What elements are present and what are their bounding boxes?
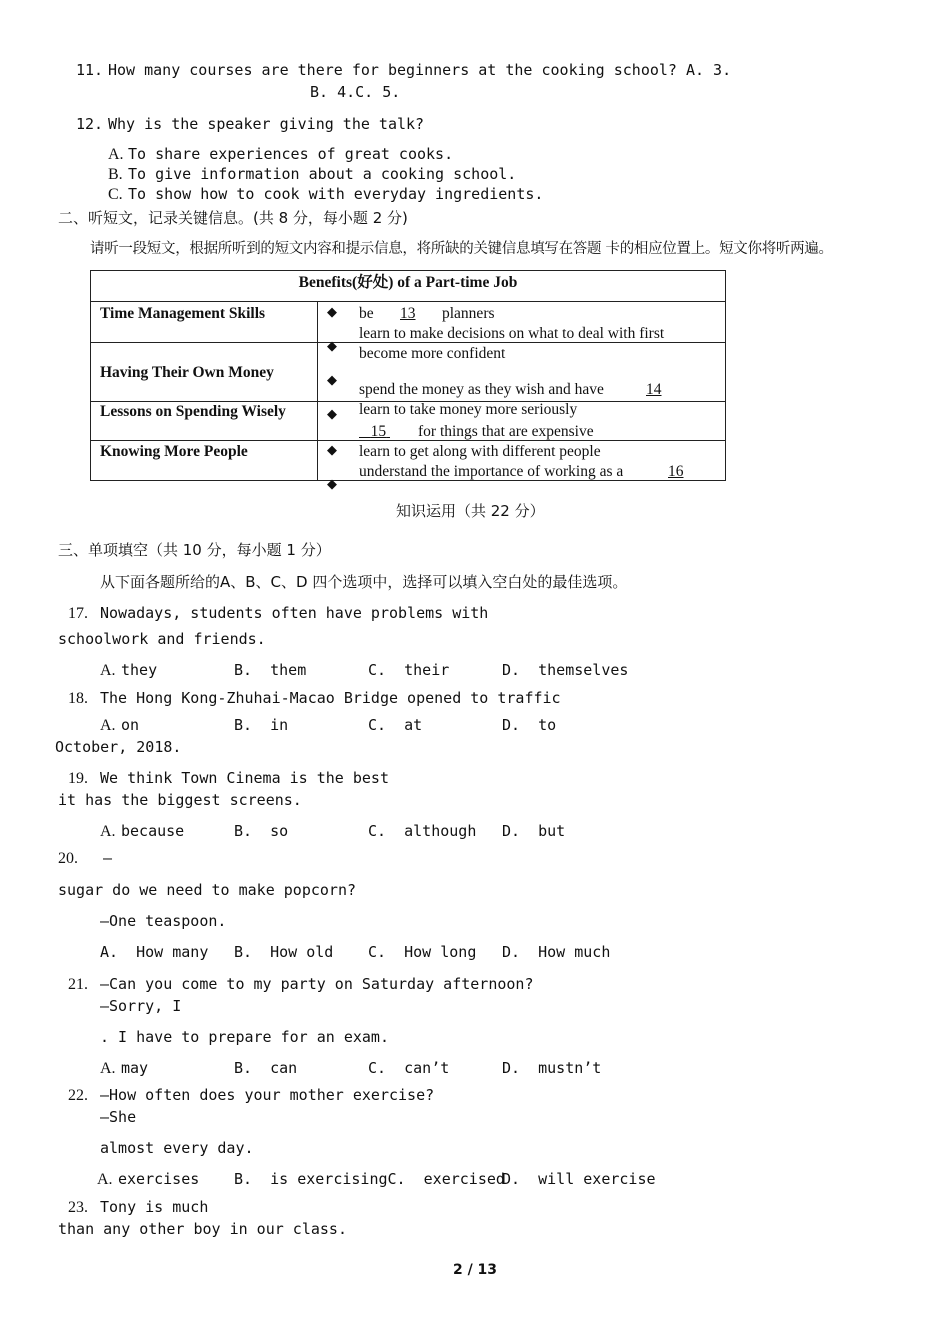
q21-option-b: B. can [234,1059,298,1077]
q18-option-b: B. in [234,716,289,734]
bullet-diamond-icon: ◆ [327,477,337,492]
q18-option-a-letter: A. [100,717,116,734]
row1-item1-before: be [359,305,374,322]
q18-option-c: C. at [368,716,423,734]
blank-14[interactable]: 14 [646,381,662,398]
q19-stem-cont: it has the biggest screens. [58,791,302,809]
section3-heading: 三、单项填空（共 10 分，每小题 1 分） [58,541,331,559]
q20-stem: sugar do we need to make popcorn? [58,881,357,899]
row1-item2: learn to make decisions on what to deal with first [359,325,665,342]
q22-number: 22. [68,1087,88,1104]
q18-option-a: on [121,716,140,734]
q20-dash: — [103,849,113,867]
q18-number: 18. [68,690,88,707]
q21-option-d: D. mustn’t [502,1059,602,1077]
bullet-diamond-icon: ◆ [327,339,337,354]
q20-number: 20. [58,850,78,867]
q19-number: 19. [68,770,88,787]
blank-15[interactable] [359,423,390,442]
q21-reply-cont: . I have to prepare for an exam. [100,1028,389,1046]
q21-stem: —Can you come to my party on Saturday afternoon? [100,975,534,993]
row-label-spending-wisely: Lessons on Spending Wisely [100,403,286,420]
row-label-own-money: Having Their Own Money [100,364,274,381]
row2-item2-before: spend the money as they wish and have [359,381,604,398]
bullet-diamond-icon: ◆ [327,443,337,458]
q20-option-d: D. How much [502,943,611,961]
q23-stem-cont: than any other boy in our class. [58,1220,347,1238]
q22-option-a: exercises [118,1170,200,1188]
q19-option-b: B. so [234,822,289,840]
row-label-knowing-people: Knowing More People [100,443,248,460]
blank-13[interactable]: 13 [400,305,416,322]
q21-option-c: C. can’t [368,1059,450,1077]
q12-option-a-text: To share experiences of great cooks. [128,145,454,163]
q21-option-a: may [121,1059,149,1077]
row4-item2-before: understand the importance of working as a [359,463,624,480]
q12-option-a-letter: A. [108,146,124,163]
q18-stem: The Hong Kong-Zhuhai-Macao Bridge opened to traffic [100,689,561,707]
q20-answer: —One teaspoon. [100,912,227,930]
page-number: 2 / 13 [452,1262,498,1278]
q19-option-c: C. although [368,822,477,840]
row4-item1: learn to get along with different people [359,443,601,460]
q11-options-b-c: B. 4.C. 5. [310,83,401,101]
q11-stem: How many courses are there for beginners at the cooking school? A. 3. [108,61,732,79]
row3-item2-after: for things that are expensive [418,423,594,440]
q18-option-d: D. to [502,716,557,734]
q17-option-d: D. themselves [502,661,629,679]
blank-15-number: 15 [370,423,387,440]
q12-option-c-text: To show how to cook with everyday ingredients. [128,185,544,203]
q22-option-d: D. will exercise [502,1170,656,1188]
bullet-diamond-icon: ◆ [327,407,337,422]
q22-option-a-letter: A. [97,1171,113,1188]
q12-option-b-letter: B. [108,166,123,183]
q17-option-c: C. their [368,661,450,679]
q12-option-c-letter: C. [108,186,123,203]
q22-stem: —How often does your mother exercise? [100,1086,435,1104]
section3-instruction: 从下面各题所给的A、B、C、D 四个选项中，选择可以填入空白处的最佳选项。 [100,573,628,591]
q17-option-a-letter: A. [100,662,116,679]
q21-reply: —Sorry, I [100,997,182,1015]
q23-stem: Tony is much [100,1198,209,1216]
q19-option-a: because [121,822,185,840]
q17-option-b: B. them [234,661,307,679]
bullet-diamond-icon: ◆ [327,373,337,388]
q12-stem: Why is the speaker giving the talk? [108,115,425,133]
q17-option-a: they [121,661,158,679]
section2-heading: 二、听短文，记录关键信息。(共 8 分，每小题 2 分) [58,209,408,227]
table-title: Benefits(好处) of a Part-time Job [298,274,518,291]
section2-instruction: 请听一段短文，根据所听到的短文内容和提示信息，将所缺的关键信息填写在答题 卡的相应位置上。短文你将听两遍。 [90,241,833,257]
q22-option-b-c: B. is exercisingC. exercised [234,1170,505,1188]
q17-number: 17. [68,605,88,622]
bullet-diamond-icon: ◆ [327,305,337,320]
q22-reply: —She [100,1108,137,1126]
blank-16[interactable]: 16 [668,463,684,480]
q19-option-a-letter: A. [100,823,116,840]
q17-stem: Nowadays, students often have problems with [100,604,489,622]
q12-number: 12. [76,115,104,133]
row2-item1: become more confident [359,345,506,362]
q20-option-c: C. How long [368,943,477,961]
q17-stem-cont: schoolwork and friends. [58,630,266,648]
q11-number: 11. [76,61,104,79]
q21-option-a-letter: A. [100,1060,116,1077]
q19-option-d: D. but [502,822,566,840]
q19-stem: We think Town Cinema is the best [100,769,389,787]
q22-reply-cont: almost every day. [100,1139,254,1157]
q12-option-b-text: To give information about a cooking school. [128,165,517,183]
q21-number: 21. [68,976,88,993]
row1-item1-after: planners [442,305,495,322]
q20-option-a: A. How many [100,943,209,961]
q20-option-b: B. How old [234,943,334,961]
q23-number: 23. [68,1199,88,1216]
row-label-time-management: Time Management Skills [100,305,266,322]
row3-item1: learn to take money more seriously [359,401,578,418]
q18-stem-cont: October, 2018. [55,738,182,756]
knowledge-heading: 知识运用（共 22 分） [396,502,545,520]
